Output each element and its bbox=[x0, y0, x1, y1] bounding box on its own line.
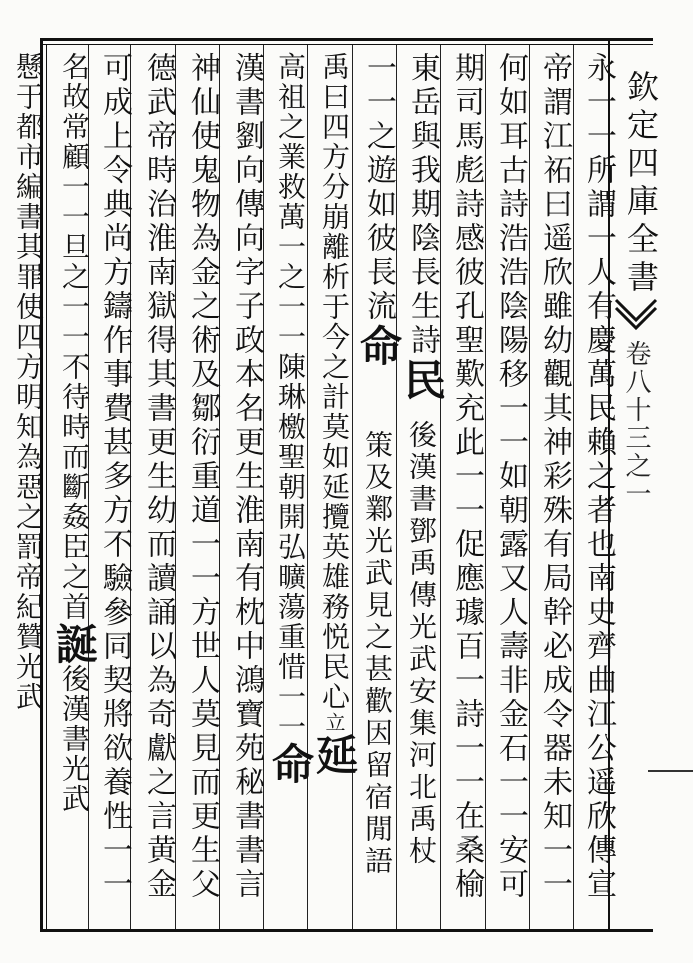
column-text: 一一之遊如彼長流 bbox=[361, 52, 396, 324]
frame-bottom-rule bbox=[40, 929, 653, 932]
volume-label: 卷八十三之一 bbox=[621, 340, 651, 508]
text-column-11: 德武帝時治淮南獄得其書更生幼而讀誦以為奇獻之言黄金 bbox=[141, 52, 176, 902]
text-column-5-annotation bbox=[402, 420, 440, 868]
heading-character: 命 bbox=[354, 324, 403, 366]
text-column-7 bbox=[310, 52, 359, 775]
book-title: 欽定四庫全書 bbox=[622, 70, 660, 298]
column-text: 後漢書光武 bbox=[58, 664, 91, 814]
frame-top-inner-rule bbox=[40, 44, 653, 45]
text-column-3: 何如耳古詩浩浩陰陽移一一如朝露又人壽非金石一一安可 bbox=[493, 52, 528, 902]
text-column-12: 可成上令典尚方鑄作事費甚多方不驗參同契將欲養性一一 bbox=[97, 52, 132, 902]
text-column-9: 漢書劉向傳向字子政本名更生淮南有枕中鴻寶苑秘書書言 bbox=[229, 52, 264, 902]
column-text-small: 立 bbox=[322, 712, 346, 733]
heading-character: 誕 bbox=[50, 622, 99, 664]
text-column-6 bbox=[354, 52, 403, 366]
text-column-8 bbox=[266, 52, 315, 784]
header-rule bbox=[648, 770, 693, 772]
column-text: 帝紀贊光武 bbox=[12, 562, 45, 712]
column-text: 名故常顧一一旦之一一不待時而斷姦臣之首 bbox=[58, 52, 91, 622]
column-text: 懸于都市編書其罪使四方明知為惡之罰 bbox=[12, 52, 45, 562]
text-column-4: 期司馬彪詩感彼孔聖歎充此一一促應璩百一詩一一在桑榆 bbox=[449, 52, 484, 902]
fishtail-mark-icon bbox=[614, 298, 658, 338]
frame-top-rule bbox=[40, 38, 653, 41]
text-column-6-annotation bbox=[358, 430, 396, 878]
column-text: 高祖之業救萬一之一一陳琳檄聖朝開弘曠蕩重惜一一 bbox=[274, 52, 307, 742]
column-text: 後漢書鄧禹傳光武安集河北禹杖 bbox=[405, 420, 438, 868]
frame-left-inner-rule bbox=[46, 44, 47, 931]
text-column-1: 永一一所謂一人有慶萬民賴之者也南史齊曲江公遥欣傳宣 bbox=[581, 52, 616, 902]
text-column-5 bbox=[398, 52, 447, 400]
column-text: 東岳與我期陰長生詩 bbox=[405, 52, 440, 358]
text-column-14 bbox=[10, 52, 46, 712]
heading-character: 延 bbox=[310, 733, 359, 775]
heading-character: 民 bbox=[398, 358, 447, 400]
heading-character: 命 bbox=[266, 742, 315, 784]
text-column-10: 神仙使鬼物為金之術及鄒衍重道一一方世人莫見而更生父 bbox=[185, 52, 220, 902]
text-column-13 bbox=[50, 52, 99, 814]
column-text: 禹曰四方分崩離析于今之計莫如延攬英雄務悦民心 bbox=[318, 52, 351, 712]
column-text: 策及鄴光武見之甚歡因留宿閒語 bbox=[361, 430, 394, 878]
text-column-2: 帝謂江祏曰遥欣雖幼觀其神彩殊有局幹必成令器未知一一 bbox=[537, 52, 572, 902]
